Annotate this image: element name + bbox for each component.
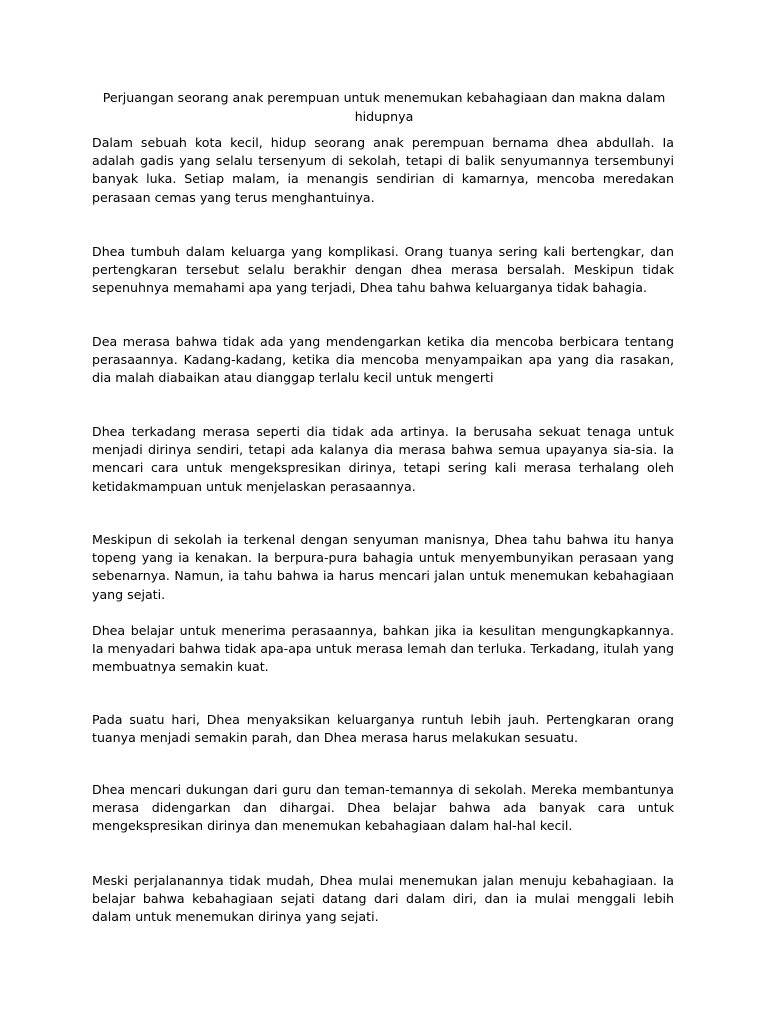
paragraph-5: Meskipun di sekolah ia terkenal dengan senyuman manisnya, Dhea tahu bahwa itu hanya topeng yang ia kenakan. Ia berpura-pura bahagia untuk menyembunyikan perasaan yang sebenarnya. Namun, ia tahu bahwa ia harus mencari jalan untuk menemukan kebahagiaan yang sejati. [92,532,674,602]
paragraph-3: Dea merasa bahwa tidak ada yang mendengarkan ketika dia mencoba berbicara tentang perasaannya. Kadang-kadang, ketika dia mencoba menyampaikan apa yang dia rasakan, dia malah diabaikan atau dianggap terlalu kecil untuk mengerti [92,334,674,386]
paragraph-2: Dhea tumbuh dalam keluarga yang komplikasi. Orang tuanya sering kali bertengkar, dan pertengkaran tersebut selalu berakhir dengan dhea merasa bersalah. Meskipun tidak sepenuhnya memahami apa yang terjadi, Dhea tahu bahwa keluarganya tidak bahagia. [92,244,674,296]
document-title: Perjuangan seorang anak perempuan untuk menemukan kebahagiaan dan makna dalam hidupnya [102,90,666,124]
paragraph-9: Meski perjalanannya tidak mudah, Dhea mulai menemukan jalan menuju kebahagiaan. Ia belajar bahwa kebahagiaan sejati datang dari dalam diri, dan ia mulai menggali lebih dalam untuk menemukan dirinya yang sejati. [92,873,674,925]
paragraph-7: Pada suatu hari, Dhea menyaksikan keluarganya runtuh lebih jauh. Pertengkaran orang tuanya menjadi semakin parah, dan Dhea merasa harus melakukan sesuatu. [92,712,674,746]
paragraph-1: Dalam sebuah kota kecil, hidup seorang anak perempuan bernama dhea abdullah. Ia adalah gadis yang selalu tersenyum di sekolah, tetapi di balik senyumannya tersembunyi banyak luka. Setiap malam, ia menangis sendirian di kamarnya, mencoba meredakan perasaan cemas yang terus menghantuinya. [92,135,674,205]
paragraph-8: Dhea mencari dukungan dari guru dan teman-temannya di sekolah. Mereka membantunya merasa didengarkan dan dihargai. Dhea belajar bahwa ada banyak cara untuk mengekspresikan dirinya dan menemukan kebahagiaan dalam hal-hal kecil. [92,782,674,834]
paragraph-6: Dhea belajar untuk menerima perasaannya, bahkan jika ia kesulitan mengungkapkannya. Ia menyadari bahwa tidak apa-apa untuk merasa lemah dan terluka. Terkadang, itulah yang membuatnya semakin kuat. [92,623,674,675]
paragraph-4: Dhea terkadang merasa seperti dia tidak ada artinya. Ia berusaha sekuat tenaga untuk menjadi dirinya sendiri, tetapi ada kalanya dia merasa bahwa semua upayanya sia-sia. Ia mencari cara untuk mengekspresikan dirinya, tetapi sering kali merasa terhalang oleh ketidakmampuan untuk menjelaskan perasaannya. [92,424,674,494]
